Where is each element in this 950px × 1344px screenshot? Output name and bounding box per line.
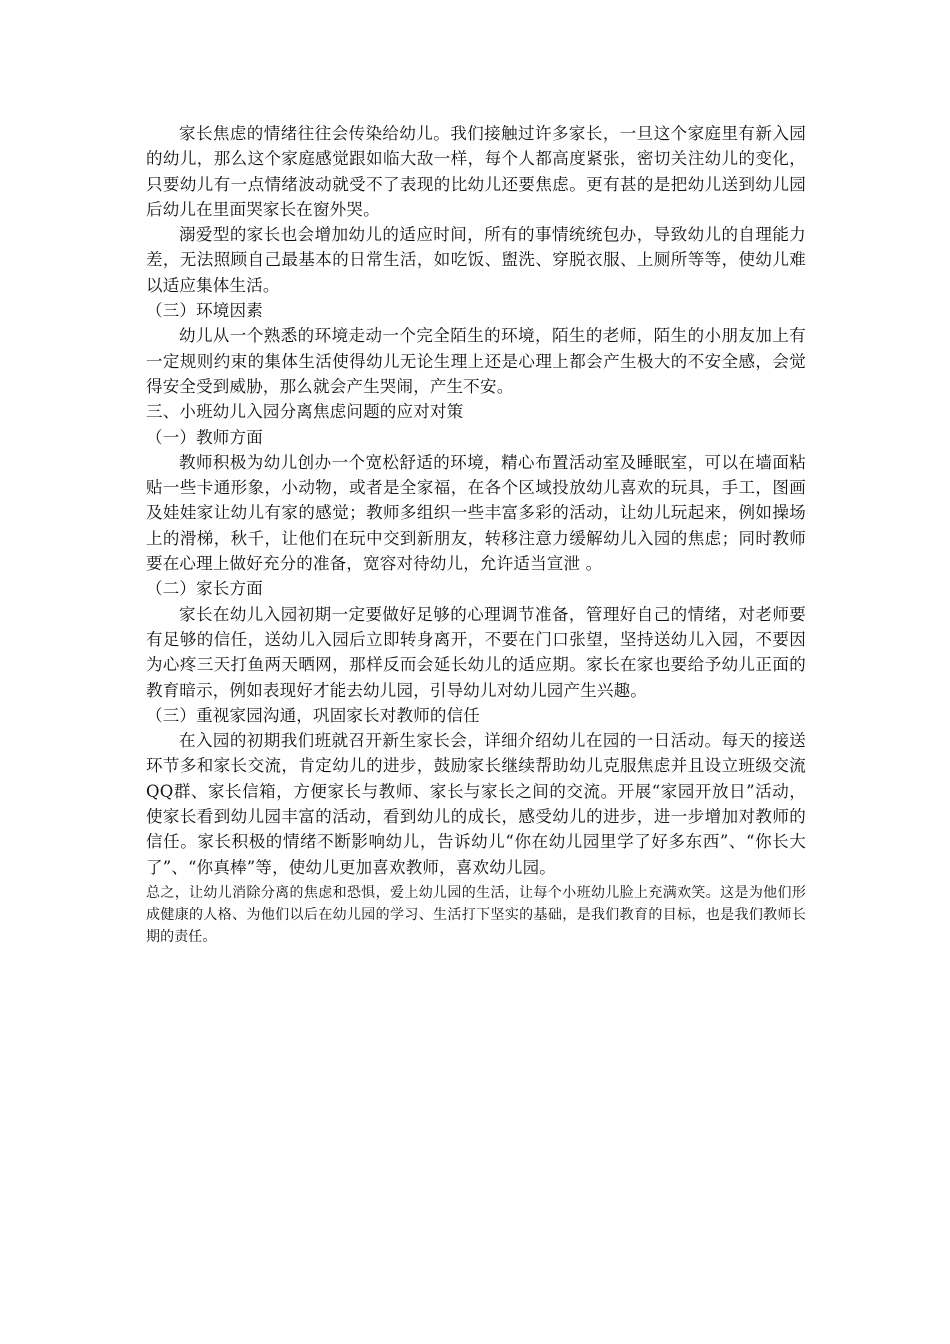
- heading-home-school-communication: （三）重视家园沟通，巩固家长对教师的信任: [146, 705, 480, 725]
- paragraph-teacher: 教师积极为幼儿创办一个宽松舒适的环境，精心布置活动室及睡眠室，可以在墙面粘贴一些卡通形象，小动物，或者是全家福，在各个区域投放幼儿喜欢的玩具，手工，图画及娃娃家让幼儿有家的感觉；教师多组织一些丰富多彩的活动，让幼儿玩起来，例如操场上的滑梯，秋千，让他们在玩中交到新朋友，转移注意力缓解幼儿入园的焦虑；同时教师要在心理上做好充分的准备，宽容对待幼儿，允许适当宣泄 。: [146, 452, 806, 574]
- heading-environment-factors: （三）环境因素: [146, 301, 263, 321]
- paragraph-environment: 幼儿从一个熟悉的环境走动一个完全陌生的环境，陌生的老师，陌生的小朋友加上有一定规则约束的集体生活使得幼儿无论生理上还是心理上都会产生极大的不安全感，会觉得安全受到威胁，那么就会产生哭闹，产生不安。: [146, 326, 806, 396]
- paragraph-communication: 在入园的初期我们班就召开新生家长会，详细介绍幼儿在园的一日活动。每天的接送环节多和家长交流，肯定幼儿的进步，鼓励家长继续帮助幼儿克服焦虑并且设立班级交流QQ群、家长信箱，方便家长与教师、家长与家长之间的交流。开展“家园开放日”活动，使家长看到幼儿园丰富的活动，看到幼儿的成长，感受幼儿的进步，进一步增加对教师的信任。家长积极的情绪不断影响幼儿，告诉幼儿“你在幼儿园里学了好多东西”、“你长大了”、“你真棒”等，使幼儿更加喜欢教师，喜欢幼儿园。: [146, 731, 806, 877]
- paragraph-overprotective-parents: 溺爱型的家长也会增加幼儿的适应时间，所有的事情统统包办，导致幼儿的自理能力差，无法照顾自己最基本的日常生活，如吃饭、盥洗、穿脱衣服、上厕所等等，使幼儿难以适应集体生活。: [146, 225, 806, 295]
- heading-teacher-aspect: （一）教师方面: [146, 427, 263, 447]
- heading-section-three: 三、小班幼儿入园分离焦虑问题的应对对策: [146, 402, 464, 422]
- paragraph-conclusion: 总之，让幼儿消除分离的焦虑和恐惧，爱上幼儿园的生活，让每个小班幼儿脸上充满欢笑。这是为他们形成健康的人格、为他们以后在幼儿园的学习、生活打下坚实的基础，是我们教育的目标，也是我们教师长期的责任。: [146, 884, 806, 945]
- paragraph-parent-anxiety: 家长焦虑的情绪往往会传染给幼儿。我们接触过许多家长，一旦这个家庭里有新入园的幼儿，那么这个家庭感觉跟如临大敌一样，每个人都高度紧张，密切关注幼儿的变化，只要幼儿有一点情绪波动就受不了表现的比幼儿还要焦虑。更有甚的是把幼儿送到幼儿园后幼儿在里面哭家长在窗外哭。: [146, 124, 806, 219]
- paragraph-parent: 家长在幼儿入园初期一定要做好足够的心理调节准备，管理好自己的情绪，对老师要有足够的信任，送幼儿入园后立即转身离开，不要在门口张望，坚持送幼儿入园，不要因为心疼三天打鱼两天晒网，那样反而会延长幼儿的适应期。家长在家也要给予幼儿正面的教育暗示，例如表现好才能去幼儿园，引导幼儿对幼儿园产生兴趣。: [146, 604, 806, 700]
- heading-parent-aspect: （二）家长方面: [146, 579, 263, 599]
- document-body: [146, 121, 806, 948]
